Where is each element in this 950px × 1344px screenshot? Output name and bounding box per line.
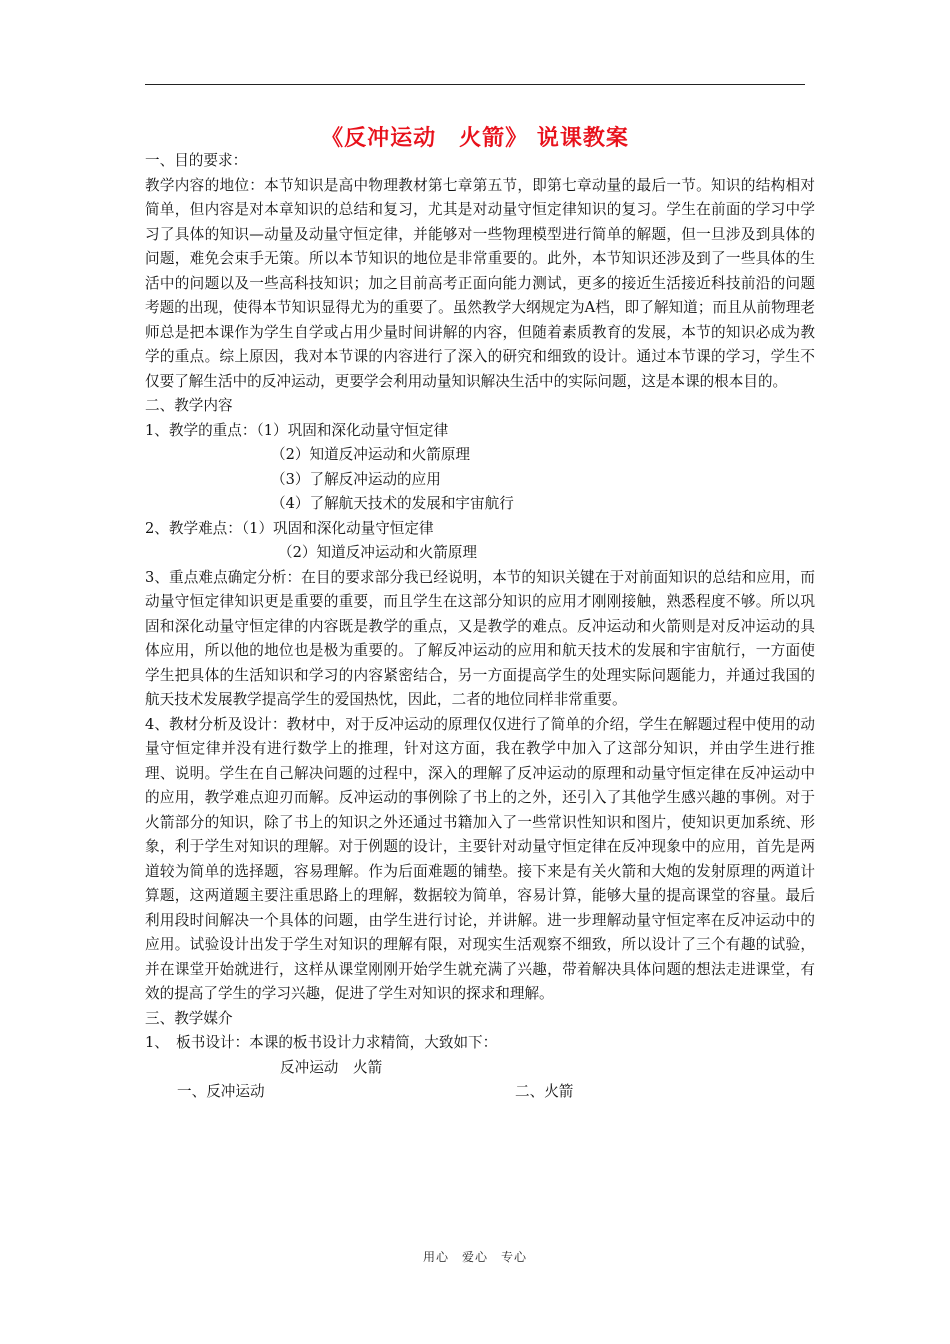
board-item-recoil: 一、反冲运动 [177, 1083, 265, 1100]
difficult-point-item: （1）巩固和深化动量守恒定律 [241, 519, 434, 537]
board-design-intro: 1、 板书设计：本课的板书设计力求精简，大致如下： [145, 1034, 498, 1051]
document-body [145, 149, 815, 1105]
header-rule [145, 84, 805, 85]
difficult-point-item: （2）知道反冲运动和火箭原理 [278, 544, 478, 561]
paragraph-status: 教学内容的地位：本节知识是高中物理教材第七章第五节，即第七章动量的最后一节。知识的结构相对简单，但内容是对本章知识的总结和复习，尤其是对动量守恒定律知识的复习。学生在前面的学习中学习了具体的知识—动量及动量守恒定律，并能够对一些物理模型进行简单的解题，但一旦涉及到具体的问题，难免会束手无策。所以本节知识的地位是非常重要的。此外，本节知识还涉及到了一些具体的生活中的问题以及一些高科技知识；加之目前高考正面向能力测试，更多的接近生活接近科技前沿的问题考题的出现，使得本节知识显得尤为的重要了。虽然教学大纲规定为A档，即了解知道；而且从前物理老师总是把本课作为学生自学或占用少量时间讲解的内容，但随着素质教育的发展，本节的知识必成为教学的重点。综上原因，我对本节课的内容进行了深入的研究和细致的设计。通过本节课的学习，学生不仅要了解生活中的反冲运动，更要学会利用动量知识解决生活中的实际问题，这是本课的根本目的。 [145, 176, 815, 390]
paragraph-design: 4、教材分析及设计：教材中，对于反冲运动的原理仅仅进行了简单的介绍，学生在解题过程中使用的动量守恒定律并没有进行数学上的推理，针对这方面，我在教学中加入了这部分知识，并由学生进行推理、说明。学生在自己解决问题的过程中，深入的理解了反冲运动的原理和动量守恒定律在反冲运动中的应用，教学难点迎刃而解。反冲运动的事例除了书上的之外，还引入了其他学生感兴趣的事例。对于火箭部分的知识，除了书上的知识之外还通过书籍加入了一些常识性知识和图片，使知识更加系统、形象，利于学生对知识的理解。对于例题的设计，主要针对动量守恒定律在反冲现象中的应用，首先是两道较为简单的选择题，容易理解。作为后面难题的铺垫。接下来是有关火箭和大炮的发射原理的两道计算题，这两道题主要注重思路上的理解，数据较为简单，容易计算，能够大量的提高课堂的容量。最后利用段时间解决一个具体的问题，由学生进行讨论，并讲解。进一步理解动量守恒定率在反冲运动中的应用。试验设计出发于学生对知识的理解有限，对现实生活观察不细致，所以设计了三个有趣的试验，并在课堂开始就进行，这样从课堂刚刚开始学生就充满了兴趣，带着解决具体问题的想法走进课堂，有效的提高了学生的学习兴趣，促进了学生对知识的探求和理解。 [145, 715, 815, 1002]
section-heading-media: 三、教学媒介 [145, 1009, 233, 1027]
difficult-points-label: 2、教学难点： [145, 519, 242, 537]
section-heading-content: 二、教学内容 [145, 397, 233, 414]
key-points-row [145, 419, 815, 444]
page-footer: 用心 爱心 专心 [422, 1250, 527, 1264]
section-heading-goals: 一、目的要求： [145, 152, 248, 169]
board-outline [145, 1080, 815, 1105]
document-title: 《反冲运动 火箭》 说课教案 [321, 126, 629, 151]
paragraph-analysis: 3、重点难点确定分析：在目的要求部分我已经说明，本节的知识关键在于对前面知识的总结和应用，而动量守恒定律知识更是重要的重要，而且学生在这部分知识的应用才刚刚接触，熟悉程度不够。所以巩固和深化动量守恒定律的内容既是教学的重点，又是教学的难点。反冲运动和火箭则是对反冲运动的具体应用，所以他的地位也是极为重要的。了解反冲运动的应用和航天技术的发展和宇宙航行，一方面使学生把具体的生活知识和学习的内容紧密结合，另一方面提高学生的处理实际问题能力，并通过我国的航天技术发展教学提高学生的爱国热忱，因此，二者的地位同样非常重要。 [145, 568, 815, 708]
key-point-item: （1）巩固和深化动量守恒定律 [256, 421, 449, 439]
key-point-item: （2）知道反冲运动和火箭原理 [271, 446, 471, 463]
difficult-points-row [145, 517, 815, 542]
board-title: 反冲运动 火箭 [280, 1058, 383, 1076]
key-point-item: （4）了解航天技术的发展和宇宙航行 [271, 495, 514, 512]
board-item-rocket: 二、火箭 [515, 1083, 574, 1100]
key-point-item: （3）了解反冲运动的应用 [271, 470, 441, 488]
key-points-label: 1、教学的重点： [145, 421, 257, 439]
